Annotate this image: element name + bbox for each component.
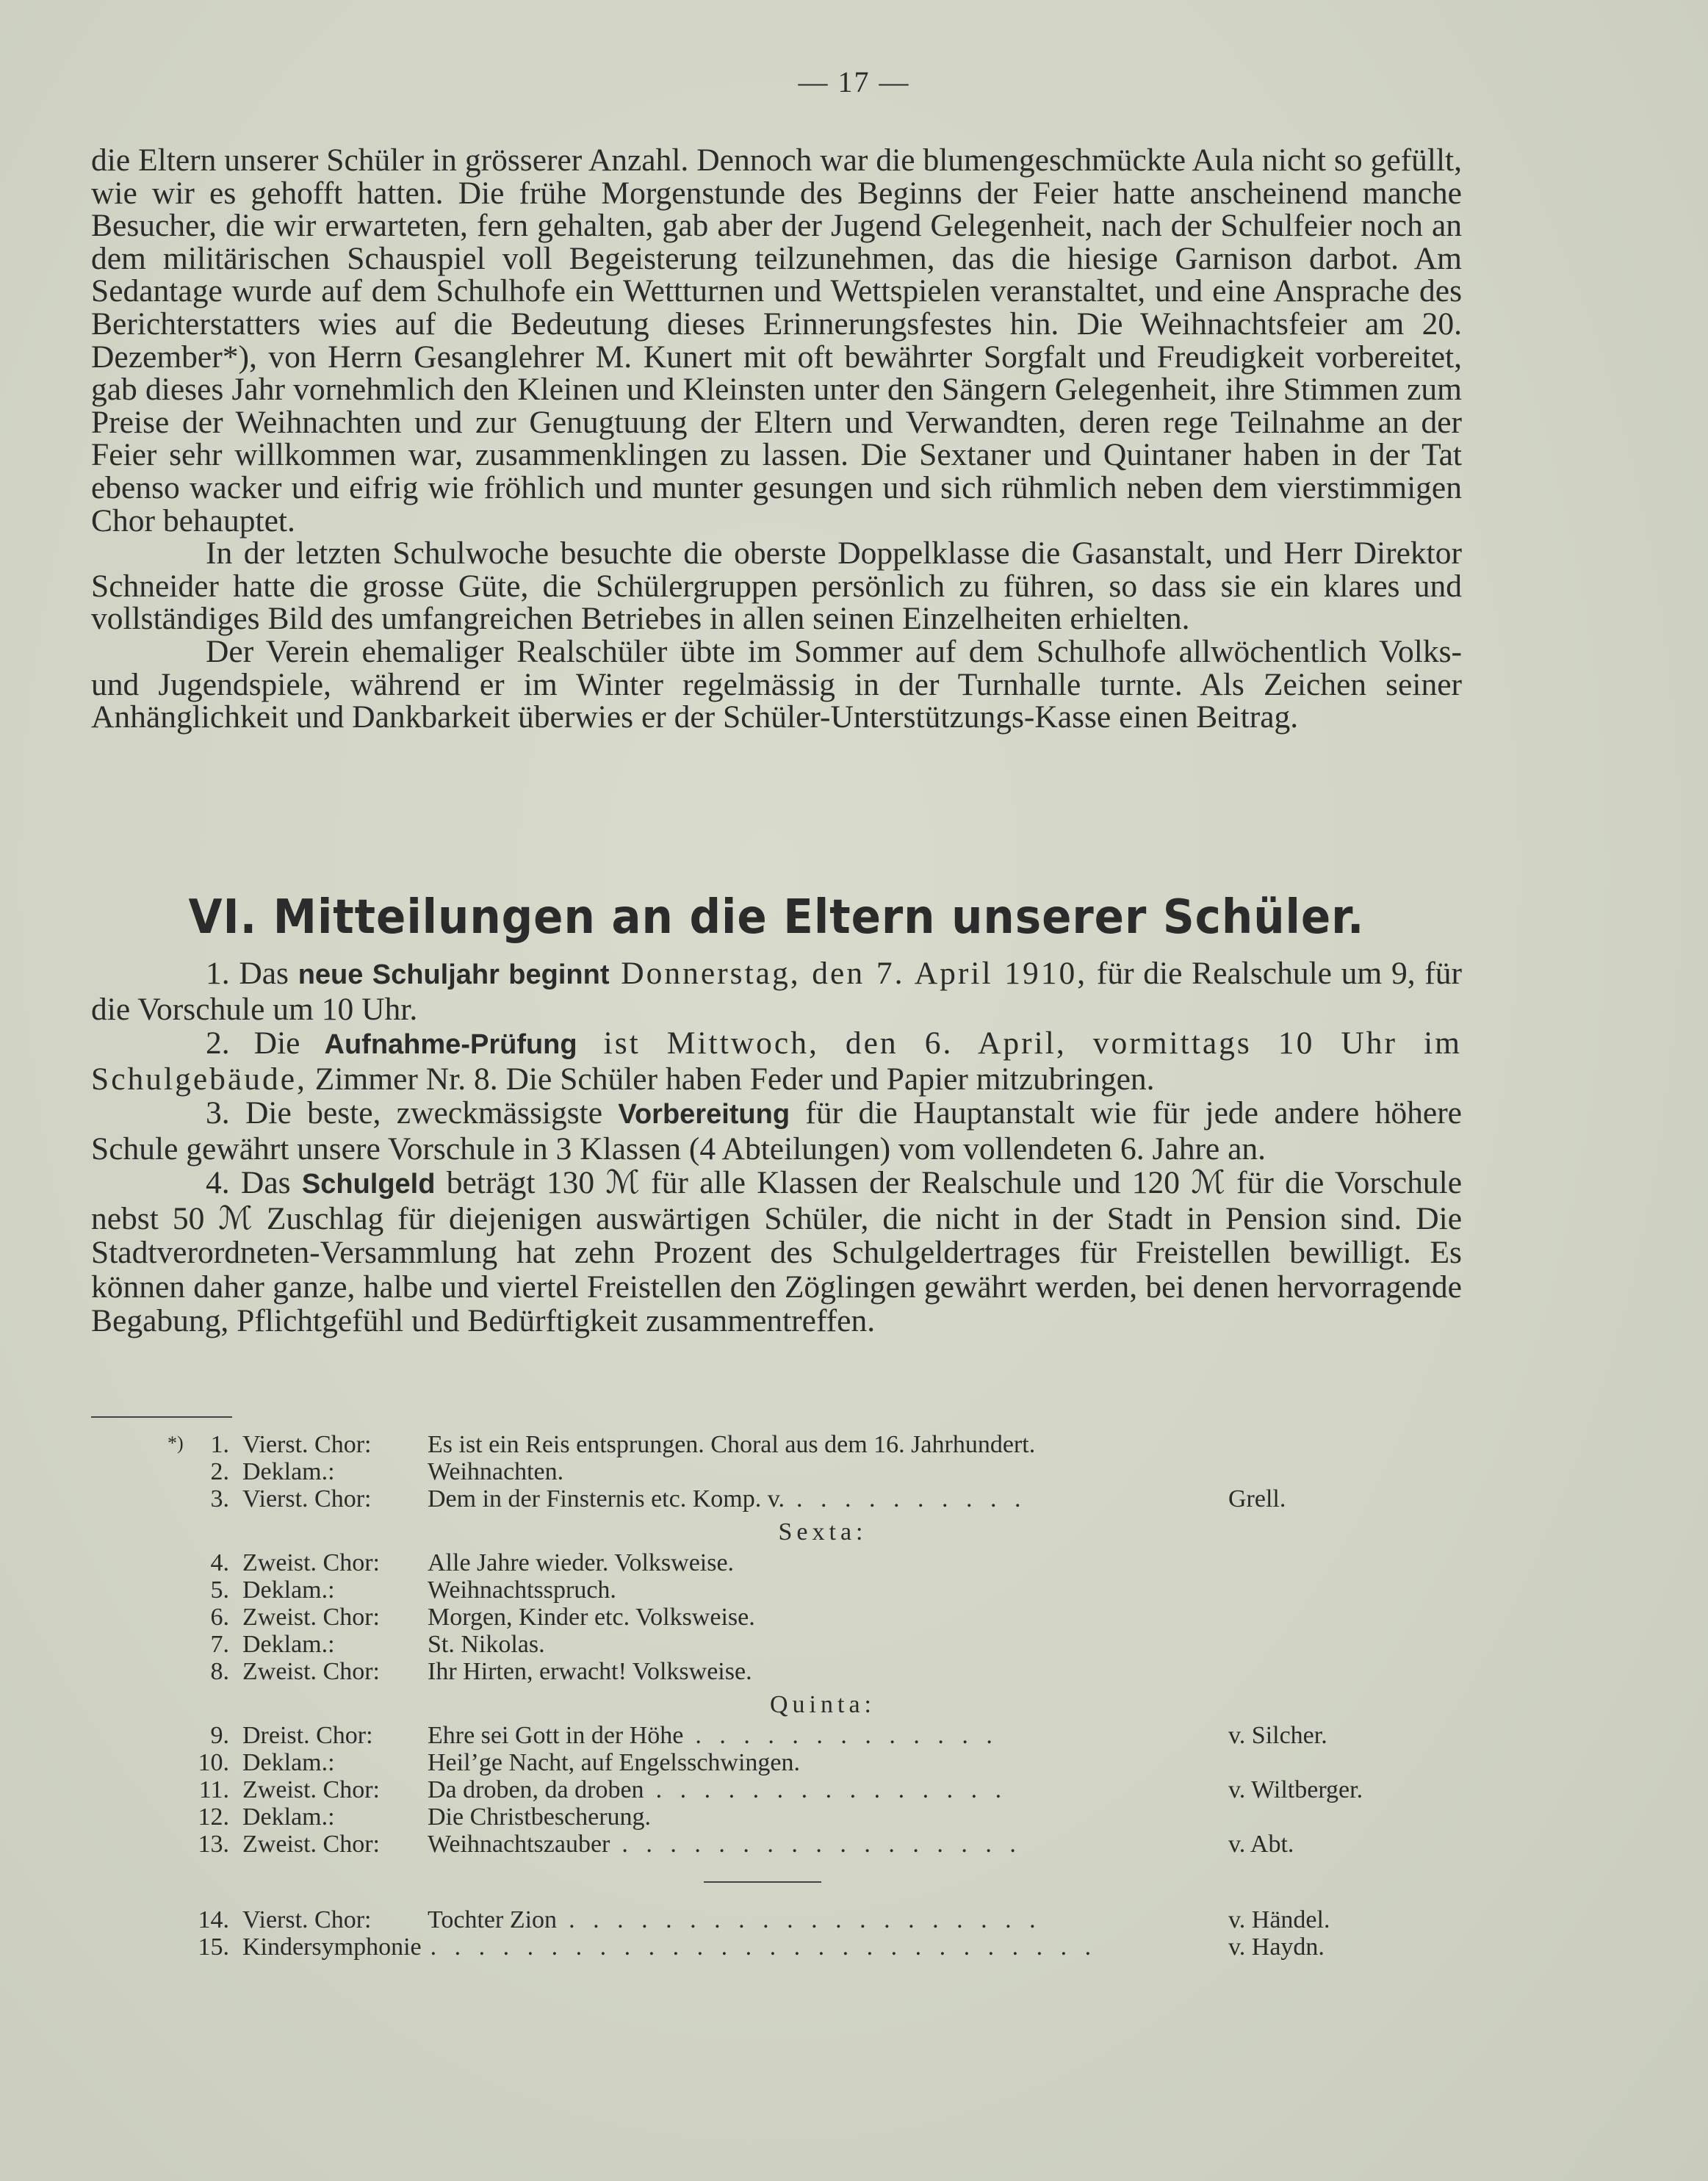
program-kind: Deklam.:	[242, 1749, 335, 1776]
program-number: 4.	[210, 1549, 229, 1576]
program-number: 14.	[198, 1906, 229, 1933]
notice-prefix: 1. Das	[206, 956, 298, 991]
program-title: Es ist ein Reis entsprungen. Choral aus dem 16. Jahrhundert.	[428, 1431, 1036, 1458]
notice-item	[91, 1166, 1462, 1338]
program-row	[0, 1933, 1708, 1961]
program-group-sexta	[0, 1549, 1708, 1685]
program-title: Alle Jahre wieder. Volksweise.	[428, 1549, 735, 1576]
notice-term: Vorbereitung	[618, 1099, 790, 1130]
notice-text: Zimmer Nr. 8. Die Schüler haben Feder und Papier mitzubringen.	[306, 1061, 1155, 1097]
notice-text: für die Realschule um 9, für die Vorschule um 10 Uhr.	[91, 956, 1463, 1027]
notice-spaced: Donnerstag, den 7. April 1910,	[609, 956, 1088, 991]
program-number: 1.	[210, 1431, 229, 1458]
section-heading: VI. Mitteilungen an die Eltern unserer Schüler.	[188, 890, 1365, 945]
program-row	[0, 1458, 1708, 1485]
program-kind: Zweist. Chor:	[242, 1831, 380, 1858]
dot-leader: . . . . . . . . . . . . . . .	[655, 1776, 1008, 1803]
program-number: 7.	[210, 1631, 229, 1658]
program-title: Weihnachtszauber	[428, 1831, 610, 1858]
program-row	[0, 1803, 1708, 1831]
program-group-final	[0, 1906, 1708, 1961]
program-title: Weihnachten.	[428, 1458, 564, 1485]
paragraph-1: die Eltern unserer Schüler in grösserer Anzahl. Dennoch war die blumengeschmückte Aula nicht so gefüllt, wie wir es gehofft hatten. Die frühe Morgenstunde des Beginns der Feier hatte anscheinend manche Besucher, die wir erwarteten, fern gehalten, gab aber der Jugend Gelegenheit, nach der Schulfeier noch an dem militärischen Schauspiel voll Begeisterung teilzunehmen, das die hiesige Garnison darbot. Am Sedantage wurde auf dem Schulhofe ein Wettturnen und Wettspielen veranstaltet, und eine Ansprache des Berichterstatters wies auf die Bedeutung dieses Erinnerungsfestes hin. Die Weihnachtsfeier am 20. Dezember*), von Herrn Gesanglehrer M. Kunert mit oft bewährter Sorgfalt und Freudigkeit vorbereitet, gab dieses Jahr vornehmlich den Kleinen und Kleinsten unter den Sängern Gelegenheit, ihre Stimmen zum Preise der Weihnachten und zur Genugtuung der Eltern und Verwandten, deren rege Teilnahme an der Feier sehr willkommen war, zusammenklingen zu lassen. Die Sextaner und Quintaner haben in der Tat ebenso wacker und eifrig wie fröhlich und munter gesungen und sich rühmlich neben dem vierstimmigen Chor behauptet.	[91, 143, 1462, 538]
program-row	[0, 1604, 1708, 1631]
program-kind: Deklam.:	[242, 1803, 335, 1831]
program-row	[0, 1722, 1708, 1749]
footnote-program	[0, 1431, 1708, 1961]
program-composer: v. Silcher.	[1228, 1722, 1327, 1749]
program-kind: Deklam.:	[242, 1576, 335, 1604]
program-number: 11.	[198, 1776, 229, 1803]
program-row	[0, 1658, 1708, 1685]
notice-term: Aufnahme-Prüfung	[324, 1029, 577, 1060]
program-row	[0, 1549, 1708, 1576]
footnote-separator	[91, 1416, 232, 1418]
program-kind: Deklam.:	[242, 1631, 335, 1658]
program-title: Tochter Zion	[428, 1906, 558, 1933]
program-number: 3.	[210, 1485, 229, 1513]
program-kind: Kindersymphonie	[242, 1933, 422, 1961]
dot-leader: . . . . . . . . . . . . .	[695, 1722, 998, 1749]
program-number: 5.	[210, 1576, 229, 1604]
program-title: Die Christbescherung.	[428, 1803, 652, 1831]
program-group-opening	[0, 1431, 1708, 1513]
notice-prefix: 3. Die beste, zweckmässigste	[206, 1095, 619, 1131]
program-number: 15.	[198, 1933, 229, 1961]
program-row	[0, 1631, 1708, 1658]
program-kind: Dreist. Chor:	[242, 1722, 373, 1749]
notice-item	[91, 1096, 1462, 1166]
program-number: 9.	[210, 1722, 229, 1749]
program-composer: v. Wiltberger.	[1228, 1776, 1363, 1803]
notice-item	[91, 956, 1462, 1026]
body-text	[91, 144, 1462, 734]
notice-prefix: 4. Das	[206, 1165, 302, 1200]
program-kind: Zweist. Chor:	[242, 1604, 380, 1631]
program-title: Ehre sei Gott in der Höhe	[428, 1722, 684, 1749]
program-row	[0, 1749, 1708, 1776]
paragraph-2: In der letzten Schulwoche besuchte die oberste Doppelklasse die Gasanstalt, und Herr Direktor Schneider hatte die grosse Güte, die Schülergruppen persönlich zu führen, so dass sie ein klares und vollständiges Bild des umfangreichen Betriebes in allen seinen Einzelheiten erhielten.	[91, 536, 1462, 637]
program-number: 10.	[198, 1749, 229, 1776]
program-composer: v. Händel.	[1228, 1906, 1330, 1933]
program-number: 8.	[210, 1658, 229, 1685]
dot-leader: . . . . . . . . . . . . . . . . .	[621, 1831, 1022, 1858]
program-title: Ihr Hirten, erwacht! Volksweise.	[428, 1658, 752, 1685]
dot-leader: . . . . . . . . . . . . . . . . . . . . . . . . . . . .	[430, 1933, 1098, 1961]
program-kind: Vierst. Chor:	[242, 1485, 372, 1513]
program-title: Heil’ge Nacht, auf Engelsschwingen.	[428, 1749, 800, 1776]
program-row	[0, 1776, 1708, 1803]
program-composer: Grell.	[1228, 1485, 1286, 1513]
notice-text: beträgt 130 ℳ für alle Klassen der Realschule und 120 ℳ für die Vorschule nebst 50 ℳ Zuschlag für diejenigen auswärtigen Schüler, die nicht in der Stadt in Pension sind. Die Stadtverordneten-Versammlung hat zehn Prozent des Schulgeldertrages für Freistellen bewilligt. Es können daher ganze, halbe und viertel Freistellen den Zöglingen gewährt werden, bei denen hervorragende Begabung, Pflichtgefühl und Bedürftigkeit zusammentreffen.	[91, 1165, 1463, 1338]
notice-item	[91, 1026, 1462, 1096]
program-row	[0, 1831, 1708, 1858]
program-kind: Deklam.:	[242, 1458, 335, 1485]
program-row	[0, 1431, 1708, 1458]
notice-text: für die Hauptanstalt wie für jede andere höhere Schule gewährt unsere Vorschule in 3 Klassen (4 Abteilungen) vom vollendeten 6. Jahre an.	[91, 1095, 1462, 1167]
section-label-sexta	[0, 1513, 1708, 1549]
sexta-label: Sexta:	[778, 1518, 868, 1546]
program-kind: Zweist. Chor:	[242, 1658, 380, 1685]
program-kind: Vierst. Chor:	[242, 1906, 372, 1933]
program-row	[0, 1485, 1708, 1513]
program-row	[0, 1576, 1708, 1604]
footnote-mark: *)	[167, 1432, 184, 1454]
notice-spaced: ist Mittwoch, den 6. April, vormittags 10 Uhr im Schulgebäude,	[91, 1025, 1463, 1097]
program-kind: Zweist. Chor:	[242, 1776, 380, 1803]
dot-leader: . . . . . . . . . .	[796, 1485, 1027, 1513]
quinta-label: Quinta:	[770, 1691, 876, 1718]
section-label-quinta	[0, 1685, 1708, 1722]
program-composer: v. Abt.	[1228, 1831, 1294, 1858]
program-title: Dem in der Finsternis etc. Komp. v.	[428, 1485, 785, 1513]
program-number: 2.	[210, 1458, 229, 1485]
program-title: Morgen, Kinder etc. Volksweise.	[428, 1604, 755, 1631]
program-kind: Zweist. Chor:	[242, 1549, 380, 1576]
dot-leader: . . . . . . . . . . . . . . . . . . . .	[569, 1906, 1042, 1933]
program-title: St. Nikolas.	[428, 1631, 545, 1658]
notices-list	[91, 956, 1462, 1338]
program-row	[0, 1906, 1708, 1933]
notice-prefix: 2. Die	[206, 1025, 325, 1061]
program-kind: Vierst. Chor:	[242, 1431, 372, 1458]
program-number: 12.	[198, 1803, 229, 1831]
program-divider-wrap	[0, 1858, 1708, 1906]
program-composer: v. Haydn.	[1228, 1933, 1325, 1961]
notice-term: neue Schuljahr beginnt	[298, 959, 610, 990]
notice-term: Schulgeld	[301, 1169, 436, 1200]
program-title: Da droben, da droben	[428, 1776, 644, 1803]
page-number: — 17 —	[798, 65, 910, 98]
program-number: 6.	[210, 1604, 229, 1631]
program-divider	[704, 1881, 821, 1883]
program-number: 13.	[198, 1831, 229, 1858]
paragraph-3: Der Verein ehemaliger Realschüler übte im Sommer auf dem Schulhofe allwöchentlich Volks- und Jugendspiele, während er im Winter regelmässig in der Turnhalle turnte. Als Zeichen seiner Anhänglichkeit und Dankbarkeit überwies er der Schüler-Unterstützungs-Kasse einen Beitrag.	[91, 633, 1462, 735]
program-title: Weihnachtsspruch.	[428, 1576, 616, 1604]
program-group-quinta	[0, 1722, 1708, 1858]
